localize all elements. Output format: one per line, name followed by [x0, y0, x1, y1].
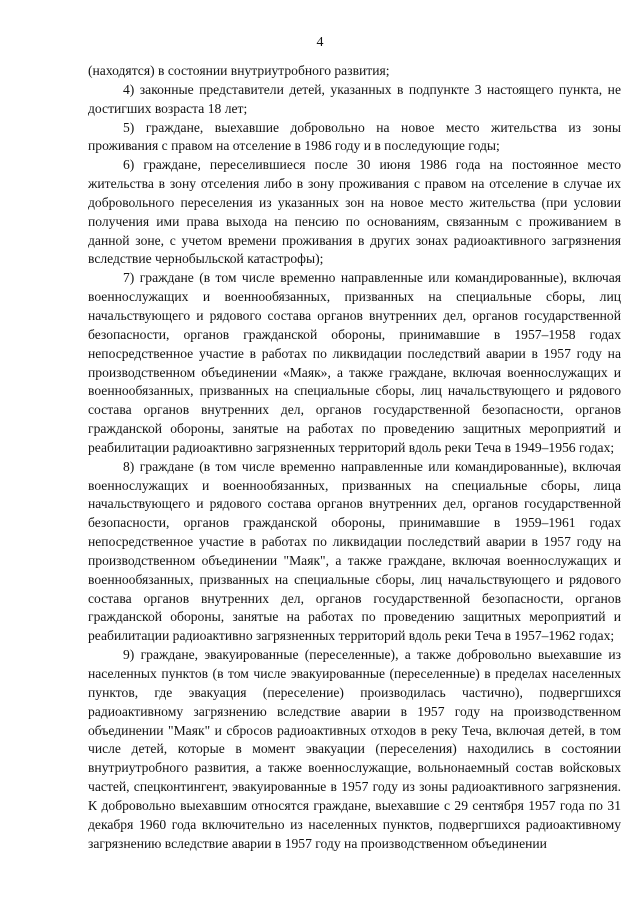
paragraph-continuation: (находятся) в состоянии внутриутробного развития; — [88, 63, 390, 78]
paragraph-item-9: 9) граждане, эвакуированные (переселенные), а также добровольно выехавшие из населенных пунктов (в том числе эвакуированные (переселенные) в пределах населенных пунктов, где эвакуация (переселение) производилась частично), подвергшихся радиоактивному загрязнению вследствие аварии в 1957 году на производственном объединении "Маяк" и сбросов радиоактивных отходов в реку Теча, включая детей, в том числе детей, которые в момент эвакуации (переселения) находились в состоянии внутриутробного развития, а также военнослужащие, вольнонаемный состав войсковых частей, спецконтингент, эвакуированные в 1957 году из зоны радиоактивного загрязнения. К добровольно выехавшим относятся граждане, выехавшие с 29 сентября 1957 года по 31 декабря 1960 года включительно из населенных пунктов, подвергшихся радиоактивному загрязнению вследствие аварии в 1957 году на производственном объединении — [88, 647, 621, 851]
paragraph-item-5: 5) граждане, выехавшие добровольно на новое место жительства из зоны проживания с правом на отселение в 1986 году и в последующие годы; — [88, 119, 621, 154]
paragraph-item-7: 7) граждане (в том числе временно направленные или командированные), включая военнослужащих и военнообязанных, призванных на специальные сборы, лиц начальствующего и рядового состава органов внутренних дел, органов государственной безопасности, органов гражданской обороны, принимавшие в 1957–1958 годах непосредственное участие в работах по ликвидации последствий аварии в 1957 году на производственном объединении «Маяк», а также граждане, включая военнослужащих и военнообязанных, призванных на специальные сборы, лиц начальствующего и рядового состава органов внутренних дел, органов государственной безопасности, органов гражданской обороны, занятые на работах по проведению защитных мероприятий и реабилитации радиоактивно загрязненных территорий вдоль реки Теча в 1949–1956 годах; — [88, 270, 621, 455]
paragraph-item-6: 6) граждане, переселившиеся после 30 июня 1986 года на постоянное место жительства в зону отселения либо в зону проживания с правом на отселение в случае их добровольного переселения из указанных зон на новое место жительства (при условии получения ими права выхода на пенсию по основаниям, связанным с проживанием в данной зоне, с учетом времени проживания в других зонах радиоактивного загрязнения вследствие чернобыльской катастрофы); — [88, 157, 621, 267]
paragraph-item-8: 8) граждане (в том числе временно направленные или командированные), включая военнослужащих и военнообязанных, призванных на специальные сборы, лица начальствующего и рядового состава органов внутренних дел, органов государственной безопасности, органов гражданской обороны, принимавшие в 1959–1961 годах непосредственное участие в работах по ликвидации последствий аварии в 1957 году на производственном объединении "Маяк", а также граждане, включая военнослужащих и военнообязанных, призванных на специальные сборы, лиц начальствующего и рядового состава органов внутренних дел, органов государственной безопасности, органов гражданской обороны, занятые на работах по проведению защитных мероприятий и реабилитации радиоактивно загрязненных территорий вдоль реки Теча в 1957–1962 годах; — [88, 458, 621, 644]
page-number: 4 — [316, 35, 324, 50]
document-body — [88, 62, 621, 853]
paragraph-item-4: 4) законные представители детей, указанных в подпункте 3 настоящего пункта, не достигших возраста 18 лет; — [88, 81, 621, 116]
